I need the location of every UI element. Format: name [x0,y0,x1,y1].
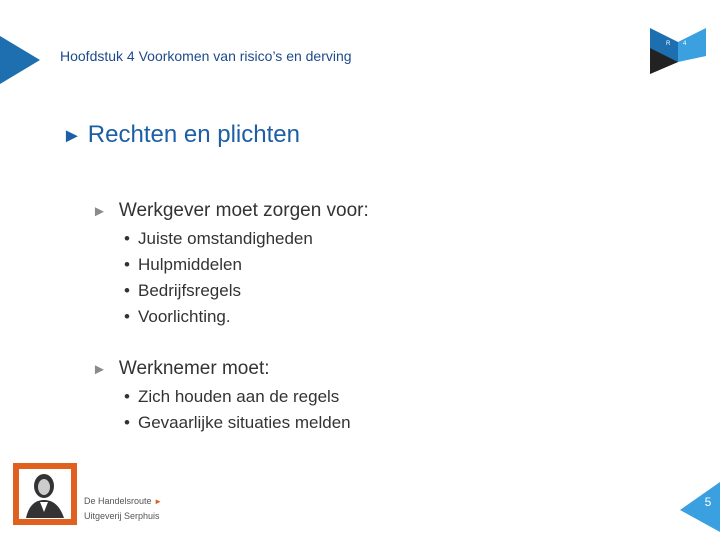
badge-left-text: R [666,41,671,47]
list-item: • Hulpmiddelen [124,255,242,274]
bullet-arrow-icon: ► [92,202,107,220]
slide-heading [62,121,300,149]
list-item: • Zich houden aan de regels [124,387,340,406]
publisher-arrow-icon: ► [154,497,162,506]
heading-arrow-icon: ► [62,125,82,147]
bullet-werkgever [92,200,369,222]
corner-decoration [0,36,40,84]
bullet-title: Werknemer moet: [118,358,270,379]
chapter-badge [650,28,706,74]
list-item: • Bedrijfsregels [124,281,241,300]
chapter-title: Hoofdstuk 4 Voorkomen van risico’s en derving [60,48,352,64]
badge-right-text: 4 [683,41,687,47]
publisher-name: De Handelsroute ► Uitgeverij Serphuis [84,496,162,521]
heading-text: Rechten en plichten [87,121,300,148]
bullet-title: Werkgever moet zorgen voor: [118,200,369,221]
werknemer-list [124,384,351,436]
publisher-logo [12,462,78,526]
bullet-arrow-icon: ► [92,360,107,378]
list-item: • Voorlichting. [124,307,231,326]
bullet-werknemer [92,358,270,380]
list-item: • Juiste omstandigheden [124,229,313,248]
page-number: 5 [704,495,712,509]
list-item: • Gevaarlijke situaties melden [124,413,351,432]
werkgever-list [124,226,313,330]
